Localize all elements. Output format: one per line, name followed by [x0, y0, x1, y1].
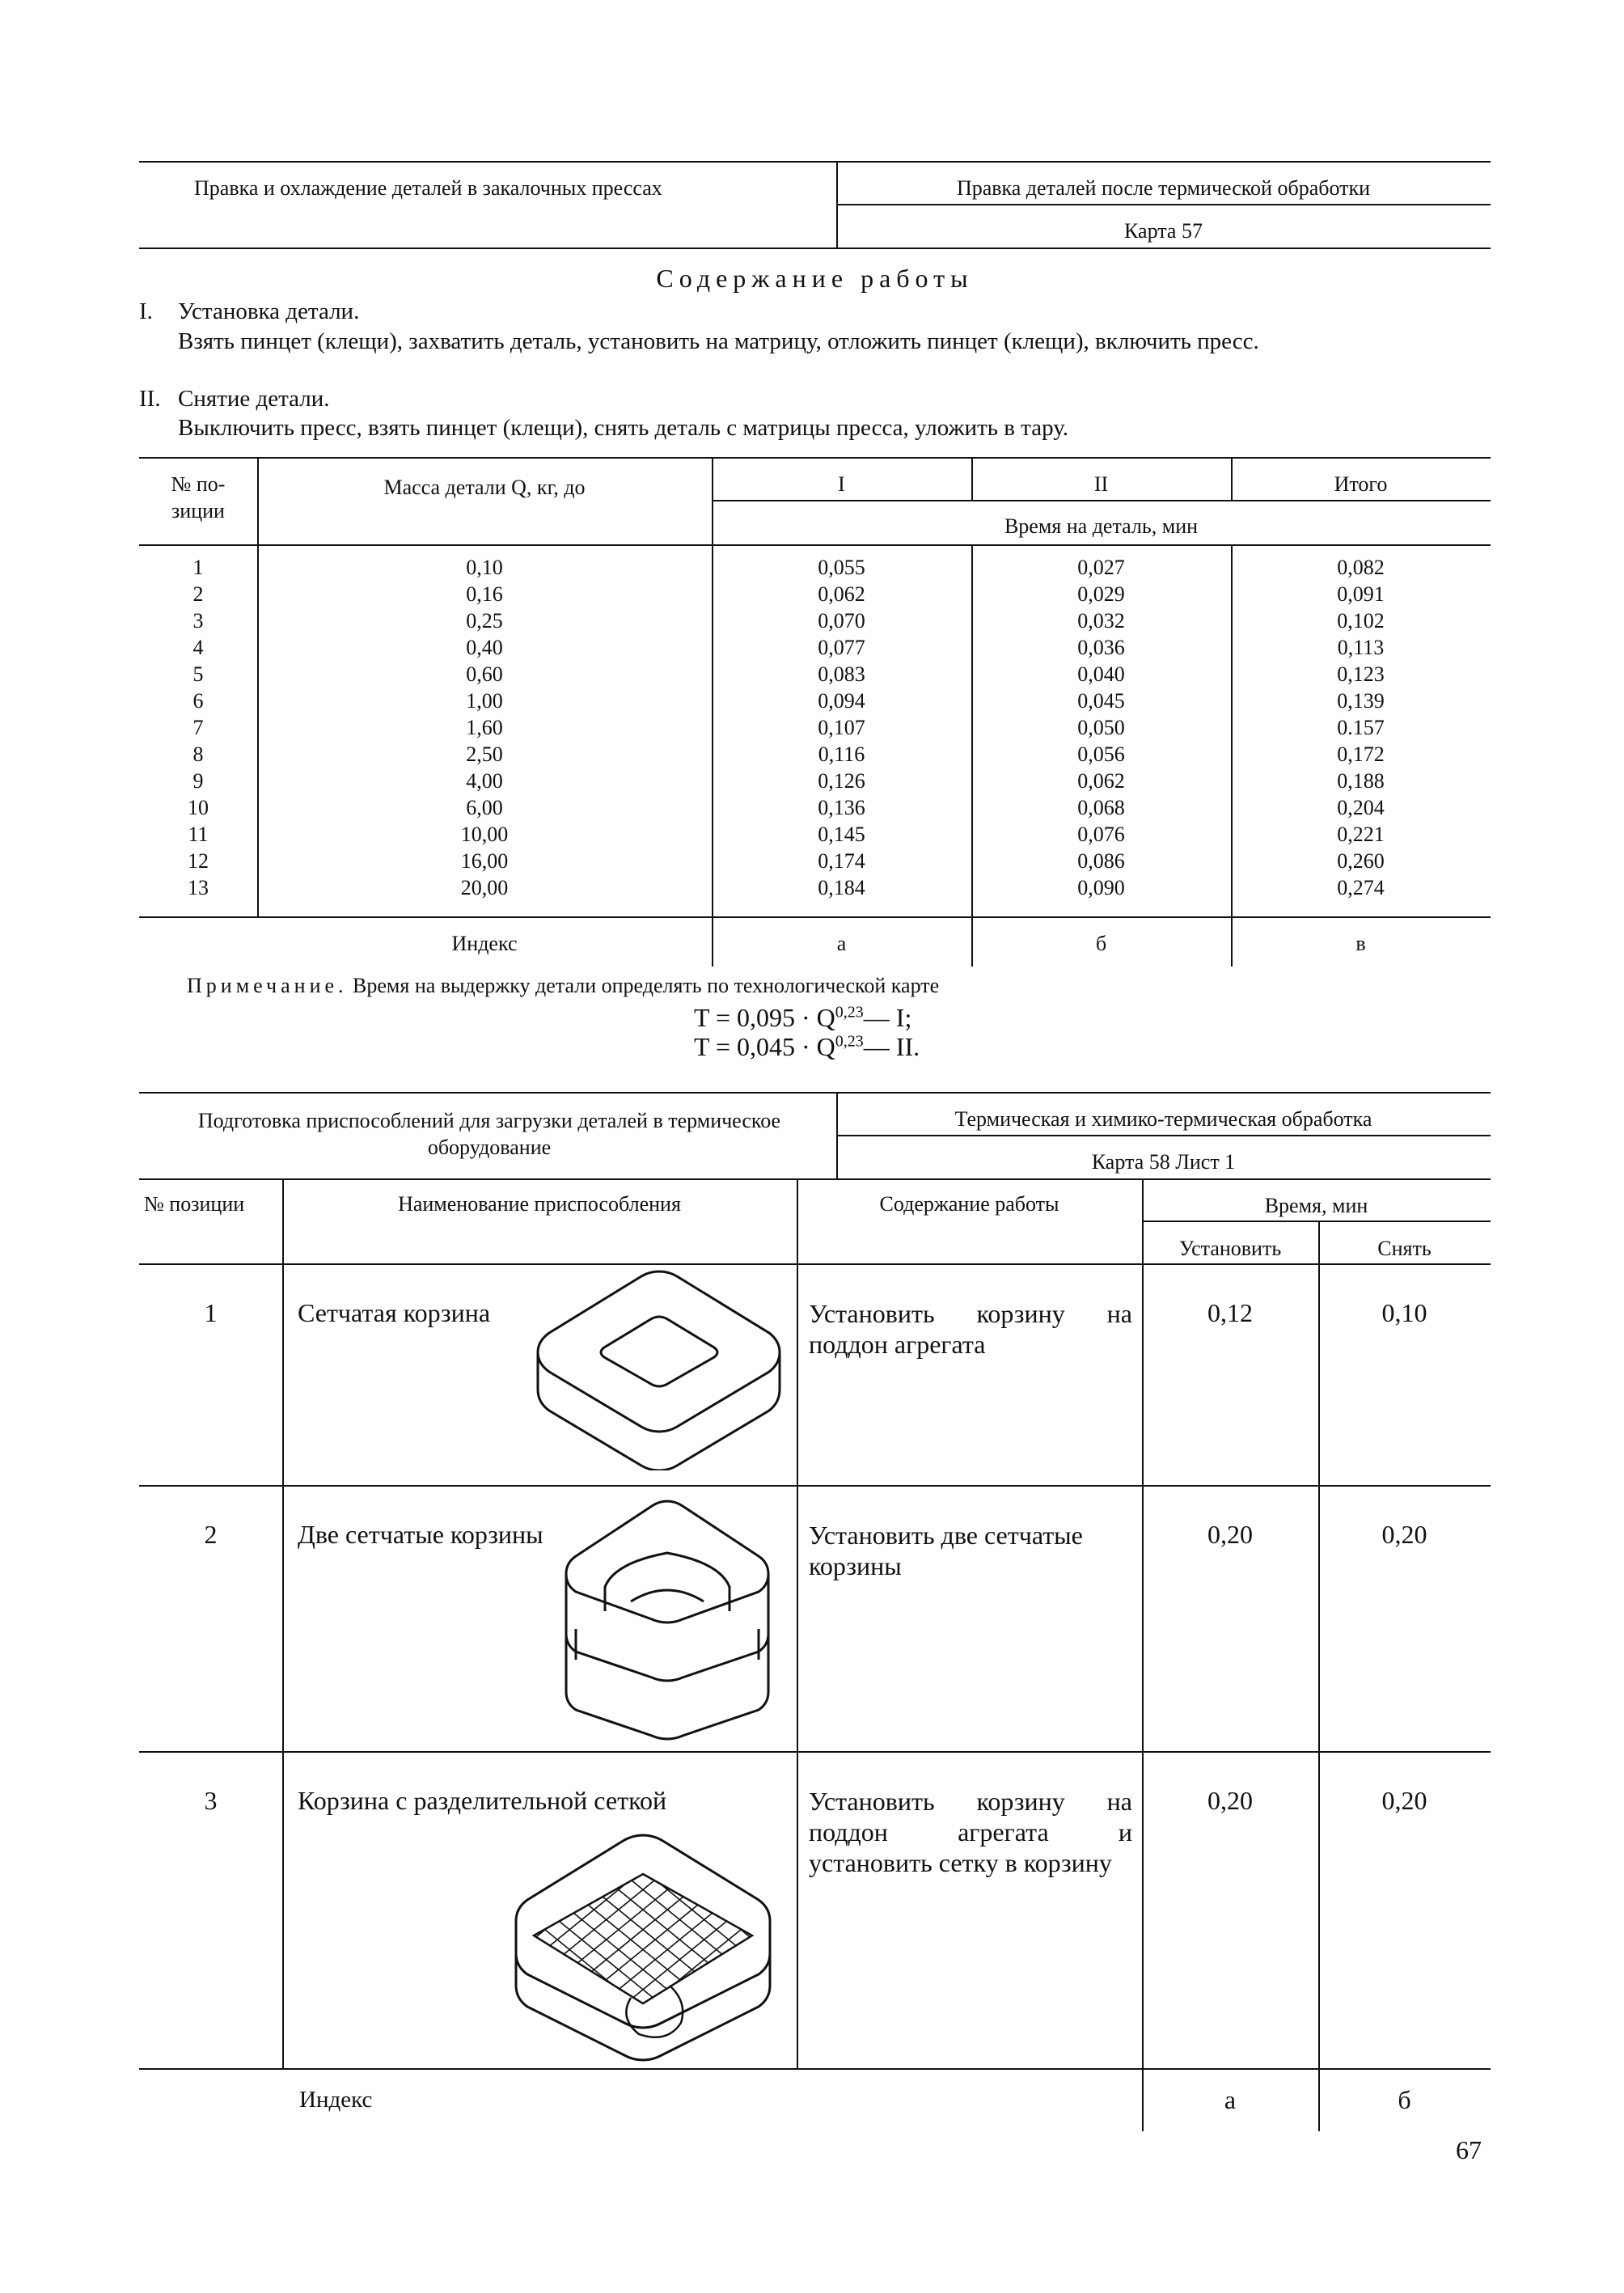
table-cell: 10	[188, 796, 209, 819]
step-1-num: I.	[139, 298, 153, 324]
table-cell: 13	[188, 876, 209, 899]
table-cell: 0,145	[818, 823, 865, 846]
th-time-per-part: Время на деталь, мин	[1004, 514, 1199, 538]
formula-1-body: T = 0,095 · Q	[694, 1003, 835, 1032]
rule	[139, 1178, 1491, 1180]
row2-time-remove: 0,20	[1381, 1520, 1427, 1549]
step-2-text: Выключить пресс, взять пинцет (клещи), снять деталь с матрицы пресса, уложить в тару.	[178, 415, 1069, 441]
step-2-num: II.	[139, 386, 161, 412]
page-number: 67	[1456, 2135, 1482, 2164]
table-cell: 0,076	[1077, 823, 1125, 846]
table-cell: 1,60	[466, 716, 503, 739]
formula-1-tail: — I;	[863, 1003, 912, 1032]
row3-time-set: 0,20	[1207, 1786, 1253, 1815]
table-cell: 0,172	[1337, 742, 1385, 766]
formula-1	[694, 1003, 911, 1033]
rule	[139, 247, 1491, 249]
row2-content: Установить две сетчатые корзины	[809, 1521, 1083, 1580]
table-cell: 1,00	[466, 689, 503, 713]
col-position	[139, 554, 257, 901]
table-cell: 0,045	[1077, 689, 1125, 713]
table-cell: 3	[192, 609, 204, 632]
index-b: б	[1095, 932, 1107, 955]
table-cell: 4	[192, 636, 204, 659]
table-cell: 0,221	[1337, 823, 1385, 846]
table-cell: 0,102	[1337, 609, 1385, 632]
row2-time-set: 0,20	[1207, 1520, 1253, 1549]
index-label-58: Индекс	[299, 2087, 373, 2113]
table-cell: 0,10	[466, 556, 503, 579]
th-set: Установить	[1178, 1237, 1282, 1260]
rule	[1142, 1221, 1491, 1222]
stacked-baskets-icon	[558, 1498, 776, 1741]
table-cell: 0,027	[1077, 556, 1125, 579]
rule	[139, 161, 1491, 163]
row1-time-remove: 0,10	[1381, 1298, 1427, 1327]
table-cell: 0,040	[1077, 662, 1125, 686]
table-cell: 9	[192, 769, 204, 793]
table-cell: 1	[192, 556, 204, 579]
formula-2-exponent: 0,23	[835, 1032, 864, 1051]
table-cell: 0,055	[818, 556, 865, 579]
table-cell: 0.157	[1337, 716, 1385, 739]
col-time-i	[712, 554, 971, 901]
table-cell: 0,113	[1337, 636, 1385, 659]
table-cell: 0,188	[1337, 769, 1385, 793]
row2-position: 2	[204, 1520, 218, 1549]
index-label: Индекс	[451, 932, 518, 955]
table-cell: 0,136	[818, 796, 865, 819]
formula-2	[694, 1032, 920, 1062]
rule	[139, 544, 1491, 546]
th-total: Итого	[1334, 472, 1388, 496]
index-b-58: б	[1398, 2085, 1411, 2114]
table-cell: 11	[188, 823, 209, 846]
table-cell: 7	[192, 716, 204, 739]
table-cell: 0,083	[818, 662, 865, 686]
rule	[797, 1178, 798, 2068]
rule	[139, 1485, 1491, 1487]
table-cell: 2,50	[466, 742, 503, 766]
table-cell: 0,126	[818, 769, 865, 793]
row3-time-remove: 0,20	[1381, 1786, 1427, 1815]
table-cell: 0,40	[466, 636, 503, 659]
th-remove: Снять	[1377, 1237, 1432, 1260]
table-cell: 2	[192, 582, 204, 606]
table-cell: 0,094	[818, 689, 865, 713]
table-cell: 4,00	[466, 769, 503, 793]
th-position: № позиции	[144, 1192, 245, 1216]
table-cell: 0,062	[1077, 769, 1125, 793]
th-step-ii: II	[1093, 472, 1109, 496]
table-cell: 0,032	[1077, 609, 1125, 632]
rule	[139, 1092, 1491, 1094]
th-mass: Масса детали Q, кг, до	[383, 476, 586, 499]
rule	[836, 1135, 1491, 1136]
col-mass	[257, 554, 712, 901]
row1-position: 1	[204, 1298, 218, 1327]
th-fixture-name: Наименование приспособления	[398, 1192, 681, 1216]
th-step-i: I	[838, 472, 845, 496]
rule	[712, 500, 1491, 501]
table-cell: 0,086	[1077, 849, 1125, 873]
th-position: № по- зиции	[171, 472, 226, 522]
row3-fixture-name: Корзина с разделительной сеткой	[298, 1786, 667, 1815]
step-1-text: Взять пинцет (клещи), захватить деталь, установить на матрицу, отложить пинцет (клещи), включить пресс.	[178, 328, 1259, 354]
step-2-title: Снятие детали.	[178, 386, 330, 412]
rule	[282, 1178, 284, 2068]
rule	[139, 2068, 1491, 2070]
table-cell: 6	[192, 689, 204, 713]
row3-position: 3	[204, 1786, 218, 1815]
card58-left-title: Подготовка приспособлений для загрузки деталей в термическое оборудование	[197, 1109, 781, 1159]
formula-2-body: T = 0,045 · Q	[694, 1032, 835, 1061]
card57-left-title: Правка и охлаждение деталей в закалочных прессах	[194, 176, 662, 200]
table-cell: 0,050	[1077, 716, 1125, 739]
card58-number: Карта 58 Лист 1	[1091, 1150, 1236, 1174]
table-cell: 0,25	[466, 609, 503, 632]
table-cell: 0,068	[1077, 796, 1125, 819]
index-v: в	[1355, 932, 1366, 955]
col-total	[1231, 554, 1491, 901]
step-1-title: Установка детали.	[178, 298, 360, 324]
rule	[836, 204, 1491, 205]
index-a-58: а	[1224, 2085, 1237, 2114]
table-cell: 0,174	[818, 849, 865, 873]
table-cell: 10,00	[460, 823, 509, 846]
rule	[139, 457, 1491, 459]
table-cell: 0,260	[1337, 849, 1385, 873]
table-cell: 0,056	[1077, 742, 1125, 766]
table-cell: 16,00	[460, 849, 509, 873]
rule	[139, 1751, 1491, 1753]
card57-right-title: Правка деталей после термической обработки	[956, 176, 1371, 200]
table-cell: 0,077	[818, 636, 865, 659]
table-cell: 0,029	[1077, 582, 1125, 606]
table-cell: 0,123	[1337, 662, 1385, 686]
table-cell: 0,070	[818, 609, 865, 632]
row3-content: Установить корзину на поддон агрегата и установить сетку в корзину	[809, 1787, 1132, 1877]
rule	[1318, 1221, 1320, 2131]
table-cell: 0,082	[1337, 556, 1385, 579]
index-a: а	[836, 932, 847, 955]
table-cell: 0,16	[466, 582, 503, 606]
table-cell: 0,204	[1337, 796, 1385, 819]
table-cell: 0,036	[1077, 636, 1125, 659]
table-cell: 0,107	[818, 716, 865, 739]
col-time-ii	[971, 554, 1231, 901]
mesh-basket-icon	[530, 1268, 789, 1470]
row1-time-set: 0,12	[1207, 1298, 1253, 1327]
row1-content: Установить корзину на поддон агрегата	[809, 1299, 1132, 1359]
rule	[139, 1263, 1491, 1265]
card57-number: Карта 57	[1124, 219, 1203, 243]
table-cell: 5	[192, 662, 204, 686]
note-label: Примечание.	[187, 974, 348, 997]
note-text: Время на выдержку детали определять по технологической карте	[353, 974, 940, 997]
th-work-content: Содержание работы	[879, 1192, 1059, 1216]
table-cell: 0,062	[818, 582, 865, 606]
basket-with-grid-icon	[510, 1832, 776, 2062]
table-cell: 0,090	[1077, 876, 1125, 899]
rule	[139, 916, 1491, 918]
content-heading: Содержание работы	[656, 264, 974, 293]
table-cell: 0,274	[1337, 876, 1385, 899]
table-cell: 6,00	[466, 796, 503, 819]
table-cell: 0,091	[1337, 582, 1385, 606]
formula-1-exponent: 0,23	[835, 1003, 864, 1022]
row2-fixture-name: Две сетчатые корзины	[298, 1520, 543, 1549]
table-cell: 0,184	[818, 876, 865, 899]
row1-fixture-name: Сетчатая корзина	[298, 1298, 491, 1327]
formula-2-tail: — II.	[863, 1032, 920, 1061]
note	[187, 974, 939, 998]
table-cell: 0,116	[818, 742, 865, 766]
table-cell: 8	[192, 742, 204, 766]
card58-right-title: Термическая и химико-термическая обработка	[954, 1107, 1372, 1131]
table-cell: 12	[188, 849, 209, 873]
table-cell: 0,60	[466, 662, 503, 686]
table-cell: 0,139	[1337, 689, 1385, 713]
th-time: Время, мин	[1264, 1194, 1368, 1217]
table-cell: 20,00	[460, 876, 509, 899]
